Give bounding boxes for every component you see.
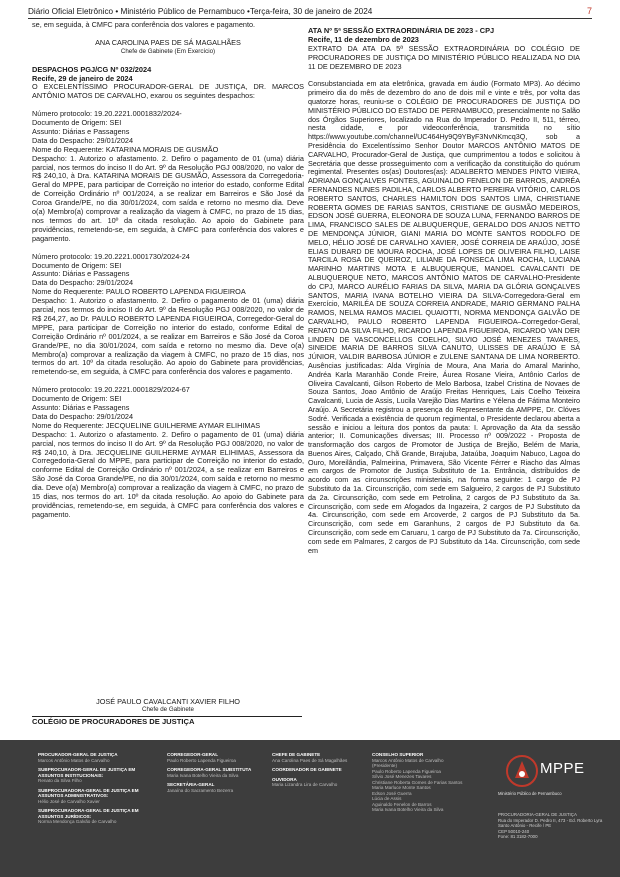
signature-role: Chefe de Gabinete (Em Exercício) xyxy=(120,47,216,55)
assunto: Assunto: Diárias e Passagens xyxy=(32,403,130,412)
footer-column-leadership xyxy=(38,752,156,825)
despachos-title: DESPACHOS PGJ/CG Nº 032/2024 xyxy=(32,64,152,74)
address-line: CEP 50010-240 xyxy=(498,828,530,834)
footer-heading: CHEFE DE GABINETE xyxy=(272,752,321,757)
footer-heading: CORREGEDORA-GERAL SUBSTITUTA xyxy=(167,767,252,772)
data-despacho: Data do Despacho: 29/01/2024 xyxy=(32,135,134,145)
footer-heading: SECRETÁRIA-GERAL xyxy=(167,782,215,787)
footer-name: Marcos Antônio Matos de Carvalho xyxy=(38,757,110,763)
nome-requerente: Nome do Requerente: KATARINA MORAIS DE GUSMÃO xyxy=(32,144,219,154)
assunto: Assunto: Diárias e Passagens xyxy=(32,269,130,279)
footer-name: Renato da Silva Filho xyxy=(38,778,82,783)
despacho-item-3 xyxy=(32,386,304,520)
address-line: Santo Antônio - Recife / PE xyxy=(498,823,552,828)
footer-name: Aguinaldo Fenelon de Barros xyxy=(372,801,432,807)
logo-wordmark: MPPE xyxy=(540,760,585,777)
ata-summary: EXTRATO DA ATA DA 5ª SESSÃO EXTRAORDINÁRIA DO COLÉGIO DE PROCURADORES DE JUSTIÇA DO MINISTÉRIO PÚBLICO REALIZADA NO DIA 11 DE DEZEMBRO DE 2023 xyxy=(308,43,580,71)
mppe-logo-icon xyxy=(505,754,539,788)
footer-heading: COORDENADOR DE GABINETE xyxy=(272,767,342,772)
page-header-title: Diário Oficial Eletrônico • Ministério Público de Pernambuco •Terça-feira, 30 de janeiro de 2024 xyxy=(28,7,373,16)
footer-column-conselho xyxy=(372,752,476,813)
footer-name: Norma Mendonça Galvão de Carvalho xyxy=(38,819,117,824)
despachos-intro: O EXCELENTÍSSIMO PROCURADOR-GERAL DE JUSTIÇA, DR. MARCOS ANTÔNIO MATOS DE CARVALHO, exarou os seguintes despachos: xyxy=(32,82,304,101)
footer-column-corregedoria xyxy=(167,752,275,793)
signature-name: JOSÉ PAULO CAVALCANTI XAVIER FILHO xyxy=(96,697,240,706)
protocolo-number: Número protocolo: 19.20.2221.0001832/2024- xyxy=(32,109,182,119)
left-column xyxy=(32,21,304,529)
footer-address xyxy=(498,812,602,840)
footer-name: Maria Marluce Monte Santos xyxy=(372,785,431,790)
footer-name: Maria Lizandra Lira de Carvalho xyxy=(272,782,338,787)
section-bar-colegio: COLÉGIO DE PROCURADORES DE JUSTIÇA xyxy=(32,716,302,727)
footer-heading: OUVIDORA xyxy=(272,776,297,782)
protocolo-number: Número protocolo: 19.20.2221.0001730/2024-24 xyxy=(32,251,190,261)
nome-requerente: Nome do Requerente: JECQUELINE GUILHERME AYMAR ELIHIMAS xyxy=(32,420,261,430)
footer-heading: CONSELHO SUPERIOR xyxy=(372,752,424,757)
footer-column-gabinete xyxy=(272,752,364,788)
nome-requerente: Nome do Requerente: PAULO ROBERTO LAPENDA FIGUEIROA xyxy=(32,287,246,297)
address-line: Rua do Imperador D. Pedro II, 473 - Ed. Roberto Lyra xyxy=(498,817,603,823)
documento-origem: Documento de Origem: SEI xyxy=(32,260,122,270)
footer-name: Paulo Roberto Lapenda Figueiroa xyxy=(372,768,441,774)
address-line: Fone: 81 3182-7000 xyxy=(498,834,538,839)
despacho-text: Despacho: 1. Autorizo o afastamento. 2. Defiro o pagamento de 01 (uma) diária parcial, nos termos do inciso II do Art. 9º da Resolução PGJ 008/2020, no valor de R$ 240,10, à Dra. JECQUELINE GUILHERME AYMAR ELIHIMAS, Assessora da Corregedoria-Geral do MPPE, para participar de Correição no interior do estado, conforme Edital de Correição Ordinário nº 001/2024, a se realizar em Barreiros e São José da Coroa Grande/PE, no dia 30/01/2024, com saída e retorno no mesmo dia. Deve o(a) Membro(a) comprovar a realização da viagem à CMFC, no prazo de 15 dias, nos termos do art. 10º da citada resolução. Ao apoio do Gabinete para providências, remetendo-se, em seguida, à CMFC para conferência dos valores e pagamento. xyxy=(32,429,304,519)
footer-name: (Presidente) xyxy=(372,763,398,768)
data-despacho: Data do Despacho: 29/01/2024 xyxy=(32,411,134,421)
footer-heading: CORREGEDOR-GERAL xyxy=(167,752,219,757)
address-line: PROCURADORIA-GERAL DE JUSTIÇA xyxy=(498,812,577,817)
signature-role: Chefe de Gabinete xyxy=(142,706,194,713)
despacho-item-1 xyxy=(32,110,304,244)
protocolo-number: Número protocolo: 19.20.2221.0001829/2024-67 xyxy=(32,385,190,395)
footer-name: Lúcia de Assis xyxy=(372,796,402,801)
footer-name: Janaína do Sacramento Bezerra xyxy=(167,787,234,793)
page-number: 7 xyxy=(586,6,592,16)
footer-name: Sílvio José Menezes Tavares xyxy=(372,774,432,779)
footer-heading: PROCURADOR-GERAL DE JUSTIÇA xyxy=(38,752,118,757)
ata-title: ATA Nº 5ª SESSÃO EXTRAORDINÁRIA DE 2023 - CPJ xyxy=(308,26,495,35)
logo-subtitle: Ministério Público de Pernambuco xyxy=(498,791,562,796)
despacho-text: Despacho: 1. Autorizo o afastamento. 2. Defiro o pagamento de 01 (uma) diária parcial, nos termos do inciso II do Art. 9º da Resolução PGJ 008/2020, no valor de R$ 264,27, ao Dr. PAULO ROBERTO LAPENDA FIGUEIROA, Corregedor-Geral do MPPE, para participar de Correição no interior do estado, conforme Edital de Correição Ordinário nº 001/2024, a se realizar em Barreiros e São José da Coroa Grande/PE, no dia 30/01/2024, com saída e retorno no mesmo dia. Deve o(a) Membro(a) comprovar a realização da viagem à CMFC, no prazo de 15 dias, nos termos do art. 10º da citada resolução. Ao apoio do Gabinete para providências, remetendo-se, em seguida, à CMFC para conferência dos valores e pagamento. xyxy=(32,296,304,377)
data-despacho: Data do Despacho: 29/01/2024 xyxy=(32,278,134,288)
documento-origem: Documento de Origem: SEI xyxy=(32,394,122,404)
footer-heading: SUBPROCURADORA-GERAL DE JUSTIÇA EM ASSUNTOS ADMINISTRATIVOS: xyxy=(38,787,139,798)
assunto: Assunto: Diárias e Passagens xyxy=(32,126,130,136)
despacho-text: Despacho: 1. Autorizo o afastamento. 2. Defiro o pagamento de 01 (uma) diária parcial, nos termos do inciso II do Art. 9º da Resolução PGJ 008/2020, no valor de R$ 240,10, à Dra. KATARINA MORAIS DE GUSMÃO, Assessora da Corregedoria-Geral do MPPE, para participar de Correição no interior do estado, conforme Edital de Correição Ordinário nº 001/2024, a se realizar em Barreiros e São José da Coroa Grande/PE, no dia 30/01/2024, com saída e retorno no mesmo dia. Deve o(a) Membro(a) comprovar a realização da viagem à CMFC, no prazo de 15 dias, nos termos do art. 10º da citada resolução. Ao apoio do Gabinete para providências, remetendo-se, em seguida, à CMFC para conferência dos valores e pagamento. xyxy=(32,153,304,243)
footer-name: Christiane Roberta Gomes de Farias Santos xyxy=(372,779,463,785)
footer-name: Ana Carolina Paes de Sá Magalhães xyxy=(272,757,348,763)
footer-name: Paulo Roberto Lapenda Figueiroa xyxy=(167,757,236,763)
carry-over-text: se, em seguida, à CMFC para conferência dos valores e pagamento. xyxy=(32,20,256,29)
footer-name: Maria Ivana Botelho Vieira da Silva xyxy=(372,807,444,812)
footer-name: Hélio José de Carvalho Xavier xyxy=(38,798,100,804)
page-footer xyxy=(0,740,620,877)
despacho-item-2 xyxy=(32,253,304,378)
signature-name: ANA CAROLINA PAES DE SÁ MAGALHÃES xyxy=(95,37,241,47)
right-column xyxy=(308,27,580,555)
ata-date: Recife, 11 de dezembro de 2023 xyxy=(308,34,419,44)
signature-block-2 xyxy=(32,697,304,713)
footer-heading: SUBPROCURADOR-GERAL DE JUSTIÇA EM ASSUNTOS INSTITUCIONAIS: xyxy=(38,767,136,778)
footer-name: Maria Ivana Botelho Vieira da Silva xyxy=(167,772,239,778)
footer-name: Marcos Antônio Matos de Carvalho xyxy=(372,757,444,763)
despachos-date: Recife, 29 de janeiro de 2024 xyxy=(32,73,133,83)
signature-block-1 xyxy=(32,39,304,57)
page-header xyxy=(28,5,592,19)
ata-body: Consubstanciada em ata eletrônica, gravada em áudio (Formato MP3). Ao décimo primeiro dia do mês de dezembro do ano de dois mil e vinte e três, por volta das quatorze horas, reuniu-se o COLÉGIO DE PROCURADORES DE JUSTIÇA DO MINISTÉRIO PÚBLICO DO ESTADO DE PERNAMBUCO, presencialmente no Salão dos Órgãos Superiores, localizado na Rua do Imperador D. Pedro II, 511, térreo, nesta cidade, e por videoconferência, transmitida no sítio https://www.youtube.com/channel/UC464Hy9Q9YByF3NvNKmcq3Q, sob a Presidência do Excelentíssimo Senhor Doutor MARCOS ANTÔNIO MATOS DE CARVALHO, Procurador-Geral de Justiça, que cumprimentou a todos e solicitou à Secretária que desse prosseguimento com a verificação da constituição do quórum regimental. Presentes os(as) Doutores(as): ADALBERTO MENDES PINTO VIEIRA, ADRIANA GONÇALVES FONTES, AGUINALDO FENELON DE BARROS, ANDRÉA FERNANDES NUNES PADILHA, CARLOS ALBERTO PEREIRA VITÓRIO, CARLOS ROBERTO SANTOS, CHARLES HAMILTON DOS SANTOS LIMA, CHRISTIANE ROBERTA GOMES DE FARIAS SANTOS, CRISTIANE DE GUSMÃO MEDEIROS, EDSON JOSÉ GUERRA, ELEONORA DE SOUZA LUNA, FERNANDO BARROS DE LIMA, FRANCISCO SALES DE ALBUQUERQUE, GERALDO DOS ANJOS NETTO DE MENDONÇA JÚNIOR, GIANI MARIA DO MONTE SANTOS RODOLFO DE MELO, HÉLIO JOSÉ DE CARVALHO XAVIER, JOSÉ CORREIA DE ARAÚJO, JOSÉ ELIAS DUBARD DE MOURA ROCHA, JOSÉ LOPES DE OLIVEIRA FILHO, LAISE TARCILA ROSA DE QUEIROZ, LILIANE DA FONSECA LIMA ROCHA, LUCIANA MARINHO MARTINS MOTA E ALBUQUERQUE, MANOEL CAVALCANTI DE ALBUQUERQUE NETO, MARCOS ANTÔNIO MATOS DE CARVALHO-Presidente do CPJ, MARCO AURÉLIO FARIAS DA SILVA, MARIA DA GLÓRIA GONÇALVES SANTOS, MARIA IVANA BOTELHO VIEIRA DA SILVA-Corregedora-Geral em Exercício, MARILÉA DE SOUZA CORREIA ANDRADE, MARIO GERMANO PALHA RAMOS, NELMA RAMOS MACIEL QUAIOTTI, NORMA MENDONÇA GALVÃO DE CARVALHO, PAULO ROBERTO LAPENDA FIGUEIROA–Corregedor-Geral, RENATO DA SILVA FILHO, RICARDO LAPENDA FIGUEIROA, RICARDO VAN DER LINDEN DE VASCONCELLOS COELHO, SILVIO JOSÉ MENEZES TAVARES, SINEIDE MARIA DE BARROS SILVA CANUTO, ULISSES DE ARAÚJO E SÁ JÚNIOR, VALDIR BARBOSA JÚNIOR e ZULENE SANTANA DE LIMA NORBERTO. Ausências justificadas: Alda Virgínia de Moura, Ana Maria do Amaral Marinho, Andréa Karla Maranhão Conde Freire, Áurea Rosane Vieira, Antônio Carlos de Oliveira Cavalcanti, Gilson Roberto de Melo Barbosa, Izabel Cristina de Novaes de Souza Santos, Joao Antônio de Araújo Freitas Henriques, Lais Coelho Teixeira Cavalcanti, Lucia de Assis, Lucila Varejão Dias Martins e Yélena de Fátima Monteiro Araújo. A Secretária registrou a presença do Representante da AMPPE, Dr. Clóves Sodré. Verificada a existência de quorum regimental, o Presidente declarou aberta a sessão e iniciou a leitura dos pontos da pauta: I. Aprovação da Ata da sessão anterior; II. Comunicações diversas; III. Processo nº 009/2022 - Proposta de transformação dos cargos de Promotor de Justiça de Brejão, Belém de Maria, Buenos Aires, Calçado, Chã Grande, Bırajuba, Jataúba, Joaquim Nabuco, Lagoa do Ouro, Moreilândia, Palmeirina, Primavera, São Vicente Férrer e Riacho das Almas em cargos de Promotor de Justiça Substituto de 1a. Entrância, distribuídos de acordo com as circunscrições ministeriais, na forma seguinte: 1 cargo de PJ Substituto da 1a. Circunscrição, com sede em Salgueiro, 2 cargos de PJ Substituto da 2a. Circunscrição, com sede em Petrolina, 2 cargos de PJ Substituto da 3a. Circunscrição, com sede em Afogados da Ingazeira, 2 cargos de PJ Substituto da 4a. Circunscrição, com sede em Arcoverde, 2 cargos de PJ Substituto da 5a. Circunscrição, com sede em Garanhuns, 2 cargos de PJ Substituto da 6a. Circunscrição, com sede em Caruaru, 1 cargo de PJ Substituto da 7a. Circunscrição, com sede em Palmares, 2 cargos de PJ Substituto da 14a. Circunscrição, com sede em xyxy=(308,79,580,555)
footer-heading: SUBPROCURADORA-GERAL DE JUSTIÇA EM ASSUNTOS JURÍDICOS: xyxy=(38,808,139,819)
documento-origem: Documento de Origem: SEI xyxy=(32,118,122,128)
footer-name: Edson José Guerra xyxy=(372,790,412,796)
